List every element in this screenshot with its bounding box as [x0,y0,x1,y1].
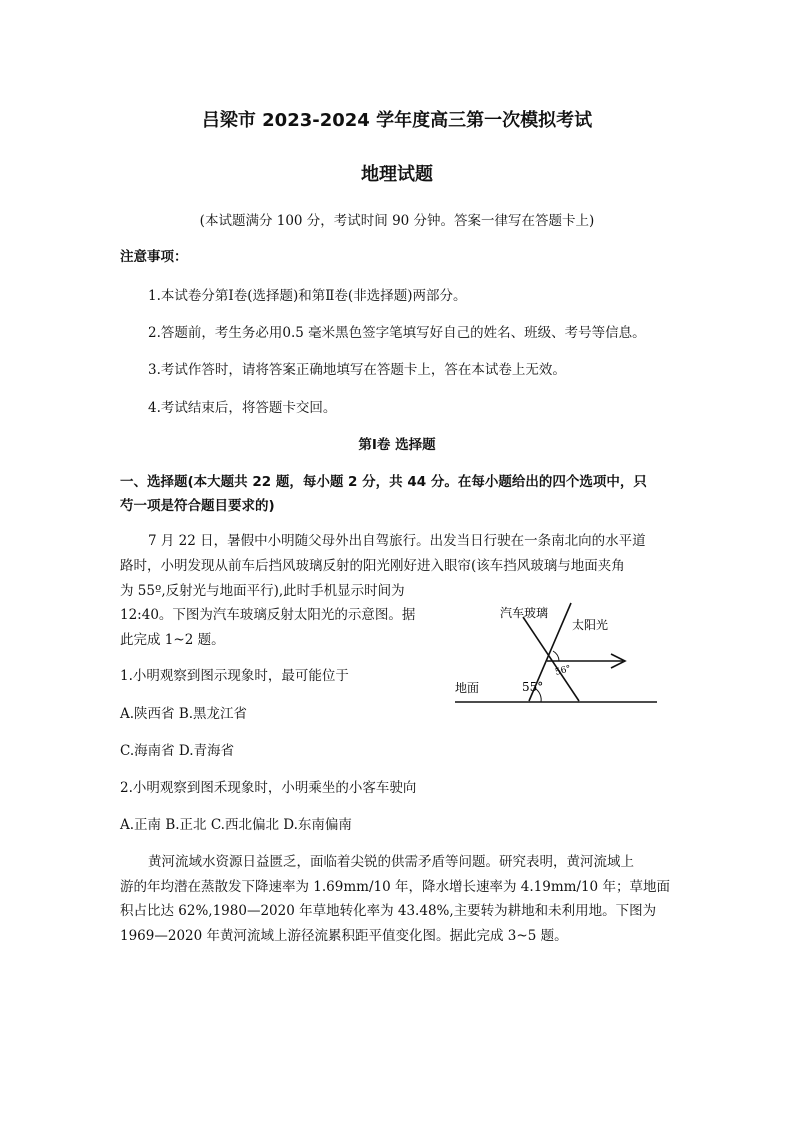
exam-note: (本试题满分 100 分，考试时间 90 分钟。答案一律写在答题卡上) [199,213,595,229]
passage2-line: 游的年均潜在蒸散发下降速率为 1.69mm/10 年，降水增长速率为 4.19mm/10 年；草地面 [120,879,670,895]
passage2-line: 1969—2020 年黄河流域上游径流累积距平值变化图。据此完成 3~5 题。 [120,928,568,944]
passage1-line: 12:40。下图为汽车玻璃反射太阳光的示意图。据 [120,607,416,623]
exam-title: 吕梁市 2023-2024 学年度高三第一次模拟考试 [201,110,593,131]
section-title: 第Ⅰ卷 选择题 [358,437,436,453]
notice-heading: 注意事项： [120,249,188,265]
label-car-glass: 汽车玻璃 [500,606,549,620]
passage1-line: 路时，小明发现从前车后挡风玻璃反射的阳光刚好进入眼帘(该车挡风玻璃与地面夹角 [120,558,625,574]
question-2-stem: 2.小明观察到图禾现象时，小明乘坐的小客车驶向 [120,780,417,796]
passage2-line: 黄河流域水资源日益匮乏，面临着尖锐的供需矛盾等问题。研究表明，黄河流域上 [148,854,634,870]
subject-title: 地理试题 [361,164,433,185]
passage1-line: 此完成 1~2 题。 [120,632,225,648]
notice-item: 1.本试卷分第Ⅰ卷(选择题)和第Ⅱ卷(非选择题)两部分。 [148,288,467,304]
question-1-stem: 1.小明观察到图示现象时，最可能位于 [120,668,349,684]
angle-arc-icon [553,651,559,661]
question-1-options: C.海南省 D.青海省 [120,743,235,759]
part-instructions-line1: 一、选择题(本大题共 22 题，每小题 2 分，共 44 分。在每小题给出的四个选项中，只 [120,474,647,490]
label-ground: 地面 [455,681,480,695]
label-angle-55: 55° [522,680,544,694]
notice-item: 4.考试结束后，将答题卡交回。 [148,400,337,416]
passage2-line: 积占比达 62%,1980—2020 年草地转化率为 43.48%,主要转为耕地和未利用地。下图为 [120,903,657,919]
label-sunlight: 太阳光 [572,618,609,632]
notice-item: 2.答题前，考生务必用0.5 毫米黑色签字笔填写好自己的姓名、班级、考号等信息。 [148,325,646,341]
question-2-options: A.正南 B.正北 C.西北偏北 D.东南偏南 [120,817,352,833]
part-instructions-line2: 芍一项是符合题目要求的) [120,498,275,514]
notice-item: 3.考试作答时，请将答案正确地填写在答题卡上，答在本试卷上无效。 [148,362,566,378]
passage1-line: 7 月 22 日，暑假中小明随父母外出自驾旅行。出发当日行驶在一条南北向的水平道 [148,533,646,549]
passage1-line: 为 55º,反射光与地面平行),此时手机显示时间为 [120,583,405,599]
reflection-diagram [445,595,675,720]
question-1-options: A.陕西省 B.黑龙江省 [120,706,248,722]
label-angle-56: 56° [554,664,573,678]
